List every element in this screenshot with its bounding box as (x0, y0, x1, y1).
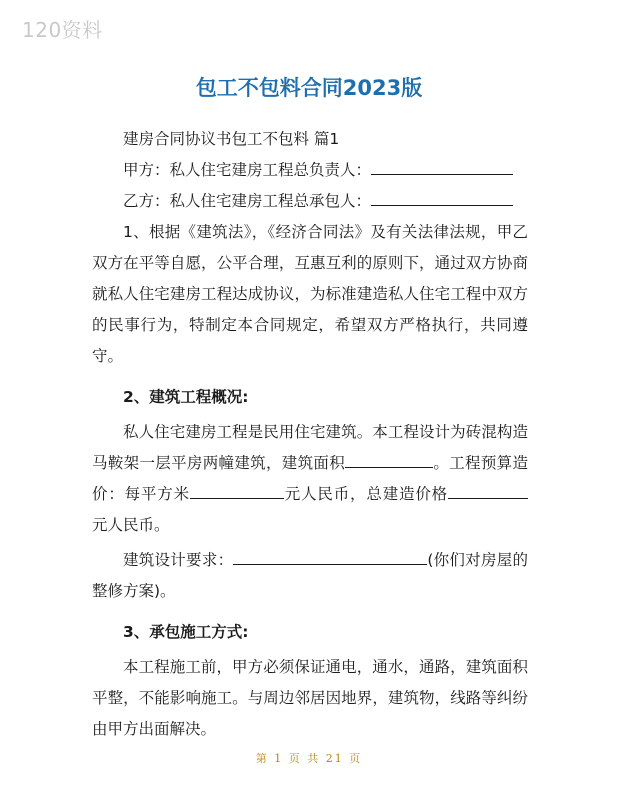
party-b-line (92, 186, 528, 217)
paragraph-2-text-d: 元人民币。 (92, 516, 170, 534)
document-title: 包工不包料合同2023版 (195, 76, 423, 100)
design-requirement (92, 545, 528, 607)
paragraph-1: 1、根据《建筑法》，《经济合同法》及有关法律法规，甲乙双方在平等自愿，公平合理，互惠互利的原则下，通过双方协商就私人住宅建房工程达成协议，为标准建造私人住宅工程中双方的民事行为，特制定本合同规定，希望双方严格执行，共同遵守。 (92, 223, 528, 365)
heading-2: 2、建筑工程概况: (123, 388, 249, 406)
paragraph-2-text-c: 元人民币，总建造价格 (283, 485, 448, 503)
design-note: (你们对房屋的整修方案)。 (92, 551, 528, 600)
paragraph-3: 本工程施工前，甲方必须保证通电，通水，通路，建筑面积平整，不能影响施工。与周边邻居因地界，建筑物，线路等纠纷由甲方出面解决。 (92, 658, 528, 738)
heading-3: 3、承包施工方式: (123, 623, 249, 641)
party-b-label: 乙方：私人住宅建房工程总承包人： (123, 192, 372, 210)
total-price-blank (448, 480, 528, 499)
design-label: 建筑设计要求： (123, 551, 234, 569)
paragraph-2 (92, 417, 528, 541)
watermark: 120资料 (22, 18, 103, 42)
party-a-label: 甲方：私人住宅建房工程总负责人： (123, 161, 372, 179)
unit-price-blank (190, 480, 284, 499)
page-footer: 第 1 页 共 21 页 (255, 752, 363, 765)
party-a-line (92, 155, 528, 186)
document-body (92, 124, 528, 745)
subtitle: 建房合同协议书包工不包料 篇1 (123, 130, 340, 148)
party-a-blank (371, 156, 513, 175)
design-blank (233, 546, 427, 565)
paragraph-2-text-b: 。工程预算造价：每平方米 (92, 454, 528, 503)
area-blank (345, 449, 433, 468)
paragraph-2-text-a: 私人住宅建房工程是民用住宅建筑。本工程设计为砖混构造马鞍架一层平房两幢建筑，建筑面积 (92, 423, 528, 472)
party-b-blank (371, 187, 513, 206)
